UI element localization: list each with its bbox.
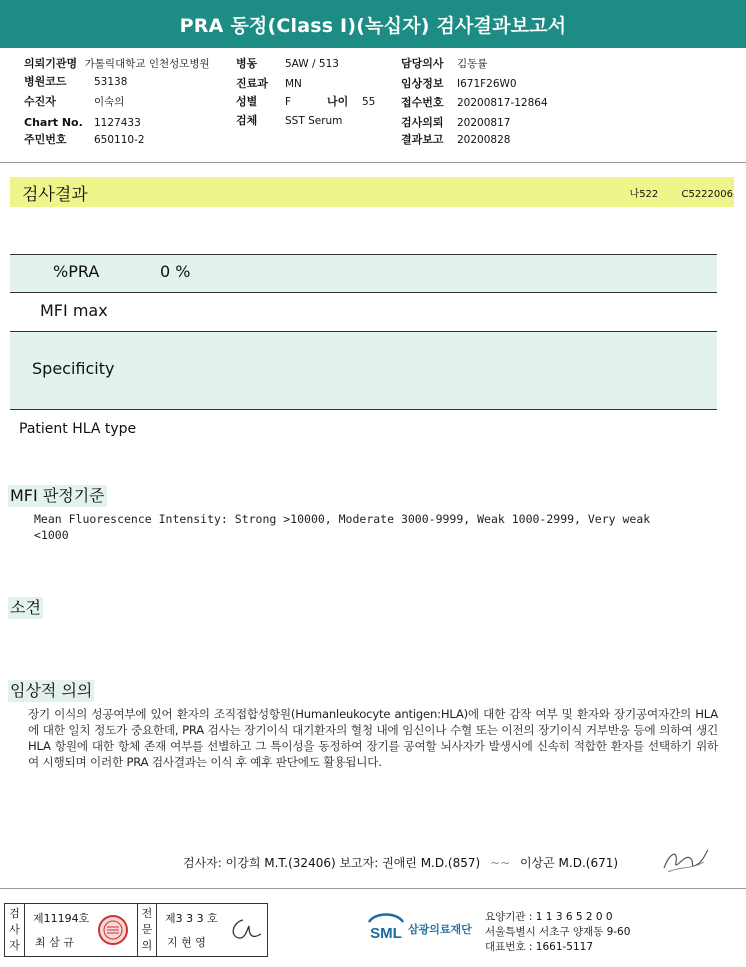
report-title-bar	[0, 0, 746, 48]
request-label: 검사의뢰	[401, 116, 444, 129]
stamp1-vertical-label	[5, 904, 25, 956]
vertical-label-char: 사	[9, 923, 20, 936]
result-codes	[630, 185, 733, 200]
chart-label: Chart No.	[24, 116, 83, 129]
patient-value: 이숙의	[94, 96, 125, 108]
age-value: 55	[362, 96, 376, 108]
resident-label: 주민번호	[24, 133, 67, 146]
stamp2-name: 지 현 영	[167, 936, 206, 949]
opinion-title: 소견	[10, 598, 41, 617]
ward-row	[236, 55, 339, 73]
report-date-label: 결과보고	[401, 133, 444, 146]
hla-type-label: Patient HLA type	[19, 421, 137, 437]
report-date-row	[401, 131, 510, 149]
doctor-value: 김동률	[457, 58, 488, 70]
chart-value: 1127433	[94, 117, 141, 129]
doctor-row	[401, 55, 487, 73]
clinical-significance-title: 임상적 의의	[10, 681, 93, 700]
footer-divider	[0, 888, 746, 889]
patient-label: 수진자	[24, 95, 56, 108]
pra-row-band	[10, 255, 717, 292]
stamp2-number: 제3 3 3 호	[165, 912, 218, 925]
pra-label: %PRA	[53, 262, 100, 281]
org-phone-line: 대표번호 : 1661-5117	[485, 941, 594, 953]
signers-text-1: 검사자: 이강희 M.T.(32406) 보고자: 권애린 M.D.(857)	[183, 856, 481, 870]
receipt-row	[401, 94, 548, 112]
stamp-box	[4, 903, 268, 957]
org-name: 삼광의료재단	[408, 923, 472, 936]
result-section-title: 검사결과	[22, 185, 88, 205]
dept-value: MN	[285, 78, 302, 90]
sml-logo-text: SML	[370, 925, 402, 942]
receipt-value: 20200817-12864	[457, 97, 548, 109]
vertical-label-char: 전	[141, 907, 153, 920]
request-row	[401, 114, 510, 132]
specimen-row	[236, 112, 342, 130]
specimen-value: SST Serum	[285, 115, 343, 127]
signers-line	[183, 854, 618, 871]
ward-label: 병동	[236, 57, 258, 70]
org-info	[485, 910, 630, 955]
age-label: 나이	[327, 95, 349, 108]
table-line-2	[10, 292, 717, 293]
institution-label: 의뢰기관명	[24, 57, 78, 70]
result-section-bar	[10, 177, 734, 207]
clinical-info-row	[401, 75, 517, 93]
signature-scribble-1: ~~	[490, 856, 511, 870]
sex-value: F	[285, 96, 292, 108]
institution-value: 가톨릭대학교 인천성모병원	[84, 58, 210, 70]
receipt-label: 접수번호	[401, 96, 444, 109]
patient-row	[24, 93, 124, 111]
chart-row	[24, 114, 141, 132]
sml-logo-icon	[365, 908, 407, 948]
dept-row	[236, 75, 302, 93]
signers-text-2: 이상곤 M.D.(671)	[519, 856, 619, 870]
report-date-value: 20200828	[457, 134, 511, 146]
specimen-label: 검체	[236, 114, 258, 127]
mfi-max-label: MFI max	[40, 301, 108, 320]
vertical-label-char: 자	[9, 939, 20, 952]
result-code-1: 나522	[629, 189, 659, 200]
table-line-top	[10, 254, 717, 255]
request-value: 20200817	[457, 117, 511, 129]
signature-icon	[660, 844, 710, 876]
stamp1-name: 최 삼 규	[35, 936, 74, 949]
result-code-2: C5222006	[681, 189, 733, 200]
institution-row	[24, 55, 210, 73]
stamp2-vertical-label	[137, 904, 157, 956]
sex-label: 성별	[236, 95, 258, 108]
resident-value: 650110-2	[94, 134, 145, 146]
dept-label: 진료과	[236, 77, 268, 90]
ward-value: 5AW / 513	[285, 58, 339, 70]
hospital-code-value: 53138	[94, 76, 128, 88]
clinical-info-value: I671F26W0	[457, 78, 517, 90]
resident-row	[24, 131, 145, 149]
vertical-label-char: 문	[141, 923, 153, 936]
table-line-bottom	[10, 409, 717, 410]
clinical-info-label: 임상정보	[401, 77, 444, 90]
specificity-row-band	[10, 332, 717, 409]
mfi-criteria-line-1: Mean Fluorescence Intensity: Strong >10000, Moderate 3000-9999, Weak 1000-2999, Very weak	[34, 512, 651, 526]
specificity-label: Specificity	[32, 359, 115, 378]
org-address-line: 서울특별시 서초구 양재동 9-60	[485, 926, 631, 938]
hospital-code-row	[24, 73, 127, 91]
vertical-label-char: 의	[141, 939, 153, 952]
sex-age-row	[236, 93, 375, 111]
mfi-criteria-line-2: <1000	[34, 528, 69, 542]
doctor-label: 담당의사	[401, 57, 444, 70]
report-title: PRA 동정(Class I)(녹십자) 검사결과보고서	[179, 14, 567, 37]
org-code-line: 요양기관 : 1 1 3 6 5 2 0 0	[485, 911, 613, 923]
stamp1-number: 제11194호	[33, 912, 90, 925]
seal-stamp-icon	[97, 914, 129, 946]
mfi-criteria-title: MFI 판정기준	[10, 486, 105, 505]
signature-icon-2	[227, 916, 263, 946]
pra-value: 0 %	[160, 262, 191, 281]
hospital-code-label: 병원코드	[24, 75, 67, 88]
header-divider	[0, 162, 746, 163]
clinical-significance-text: 장기 이식의 성공여부에 있어 환자의 조직접합성항원(Humanleukocyte antigen:HLA)에 대한 감작 여부 및 환자와 장기공여자간의 HLA에 대한 일치 정도가 중요한데, PRA 검사는 장기이식 대기환자의 혈청 내에 임신이나 수혈 또는 이전의 장기이식 거부반응 등에 의하여 생긴 HLA 항원에 대한 항체 존재 여부를 선별하고 그 특이성을 동정하여 장기를 공여할 뇌사자가 발생시에 신속히 적합한 환자를 선택하기 위하여 시행되며 이러한 PRA 검사결과는 이식 후 예후 판단에도 활용됩니다.	[28, 707, 718, 769]
vertical-label-char: 검	[9, 907, 20, 920]
